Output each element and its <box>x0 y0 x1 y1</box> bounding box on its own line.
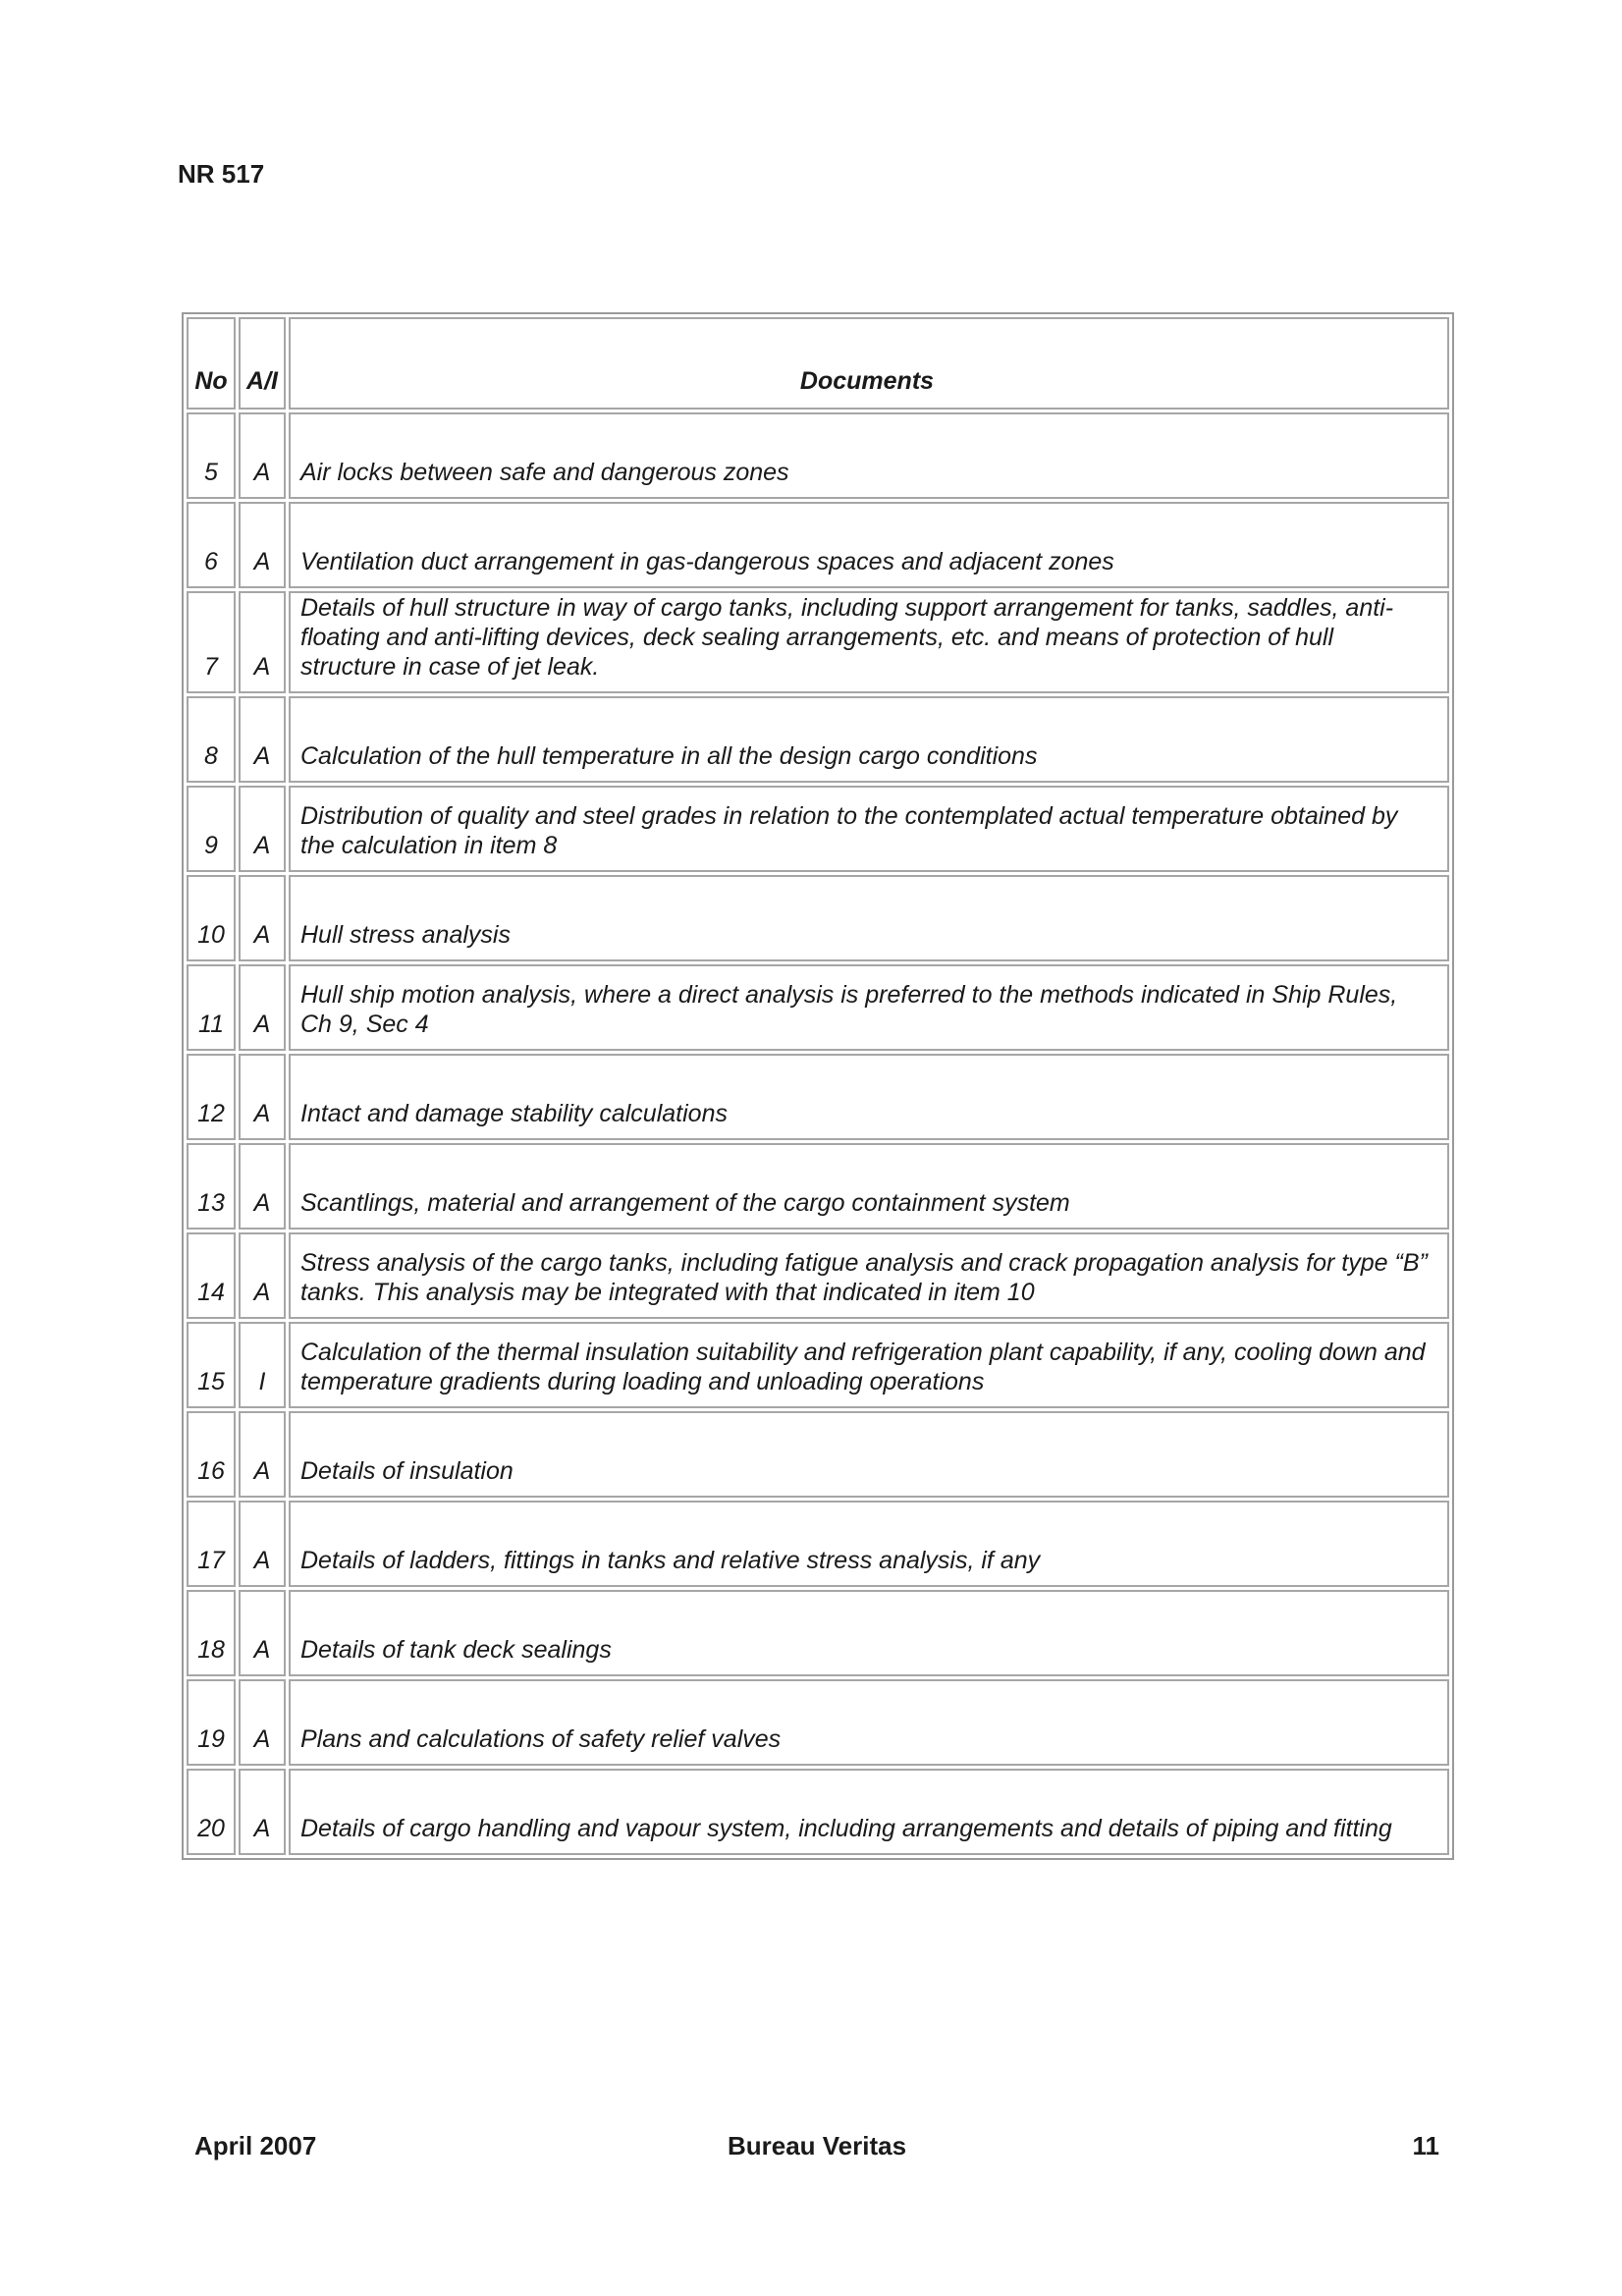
row-number: 5 <box>187 412 236 499</box>
row-approval-type: A <box>239 1232 286 1319</box>
row-approval-type: I <box>239 1322 286 1408</box>
row-number: 6 <box>187 502 236 588</box>
row-number: 13 <box>187 1143 236 1230</box>
row-number: 8 <box>187 696 236 783</box>
table-row <box>187 1769 1449 1855</box>
row-number: 20 <box>187 1769 236 1855</box>
row-number: 12 <box>187 1054 236 1140</box>
table-row <box>187 964 1449 1051</box>
row-approval-type: A <box>239 502 286 588</box>
table-row <box>187 1679 1449 1766</box>
column-header-documents: Documents <box>289 317 1449 410</box>
row-number: 7 <box>187 591 236 693</box>
row-document-description: Hull ship motion analysis, where a direct analysis is preferred to the methods indicated in Ship Rules, Ch 9, Sec 4 <box>289 964 1449 1051</box>
row-document-description: Ventilation duct arrangement in gas-dangerous spaces and adjacent zones <box>289 502 1449 588</box>
table-header-row <box>187 317 1449 410</box>
row-document-description: Stress analysis of the cargo tanks, including fatigue analysis and crack propagation analysis for type “B” tanks. This analysis may be integrated with that indicated in item 10 <box>289 1232 1449 1319</box>
row-document-description: Details of cargo handling and vapour system, including arrangements and details of piping and fitting <box>289 1769 1449 1855</box>
row-document-description: Intact and damage stability calculations <box>289 1054 1449 1140</box>
table-row <box>187 696 1449 783</box>
column-header-ai: A/I <box>239 317 286 410</box>
table-row <box>187 1590 1449 1676</box>
table-row <box>187 591 1449 693</box>
row-approval-type: A <box>239 696 286 783</box>
table-row <box>187 1501 1449 1587</box>
documents-table <box>182 312 1454 1860</box>
row-number: 11 <box>187 964 236 1051</box>
row-document-description: Scantlings, material and arrangement of the cargo containment system <box>289 1143 1449 1230</box>
table-row <box>187 786 1449 872</box>
table-row <box>187 1054 1449 1140</box>
footer-publisher: Bureau Veritas <box>727 2131 907 2160</box>
table-body <box>187 412 1449 1855</box>
row-document-description: Calculation of the thermal insulation suitability and refrigeration plant capability, if any, cooling down and temperature gradients during loading and unloading operations <box>289 1322 1449 1408</box>
row-approval-type: A <box>239 1411 286 1498</box>
row-document-description: Details of insulation <box>289 1411 1449 1498</box>
row-number: 10 <box>187 875 236 961</box>
row-approval-type: A <box>239 591 286 693</box>
row-approval-type: A <box>239 1054 286 1140</box>
column-header-no: No <box>187 317 236 410</box>
row-approval-type: A <box>239 964 286 1051</box>
row-approval-type: A <box>239 1590 286 1676</box>
table-row <box>187 875 1449 961</box>
row-approval-type: A <box>239 1143 286 1230</box>
row-number: 19 <box>187 1679 236 1766</box>
row-approval-type: A <box>239 1769 286 1855</box>
row-number: 9 <box>187 786 236 872</box>
row-document-description: Air locks between safe and dangerous zones <box>289 412 1449 499</box>
row-document-description: Details of tank deck sealings <box>289 1590 1449 1676</box>
row-document-description: Distribution of quality and steel grades in relation to the contemplated actual temperature obtained by the calculation in item 8 <box>289 786 1449 872</box>
footer-page-number: 11 <box>1412 2131 1439 2160</box>
row-approval-type: A <box>239 1679 286 1766</box>
page-footer <box>194 2129 1439 2162</box>
row-approval-type: A <box>239 412 286 499</box>
row-number: 16 <box>187 1411 236 1498</box>
table-row <box>187 1411 1449 1498</box>
table-row <box>187 1322 1449 1408</box>
table-row <box>187 1143 1449 1230</box>
row-document-description: Details of hull structure in way of cargo tanks, including support arrangement for tanks, saddles, anti-floating and anti-lifting devices, deck sealing arrangements, etc. and means of protection of hull structure in case of jet leak. <box>289 591 1449 693</box>
row-document-description: Plans and calculations of safety relief valves <box>289 1679 1449 1766</box>
table-row <box>187 412 1449 499</box>
row-document-description: Hull stress analysis <box>289 875 1449 961</box>
table-row <box>187 502 1449 588</box>
table-row <box>187 1232 1449 1319</box>
footer-date: April 2007 <box>194 2131 317 2160</box>
row-number: 14 <box>187 1232 236 1319</box>
row-number: 18 <box>187 1590 236 1676</box>
row-approval-type: A <box>239 875 286 961</box>
row-approval-type: A <box>239 786 286 872</box>
row-document-description: Calculation of the hull temperature in all the design cargo conditions <box>289 696 1449 783</box>
row-document-description: Details of ladders, fittings in tanks and relative stress analysis, if any <box>289 1501 1449 1587</box>
documents-table-container <box>182 312 1454 1860</box>
row-approval-type: A <box>239 1501 286 1587</box>
row-number: 15 <box>187 1322 236 1408</box>
row-number: 17 <box>187 1501 236 1587</box>
document-code: NR 517 <box>178 159 265 189</box>
